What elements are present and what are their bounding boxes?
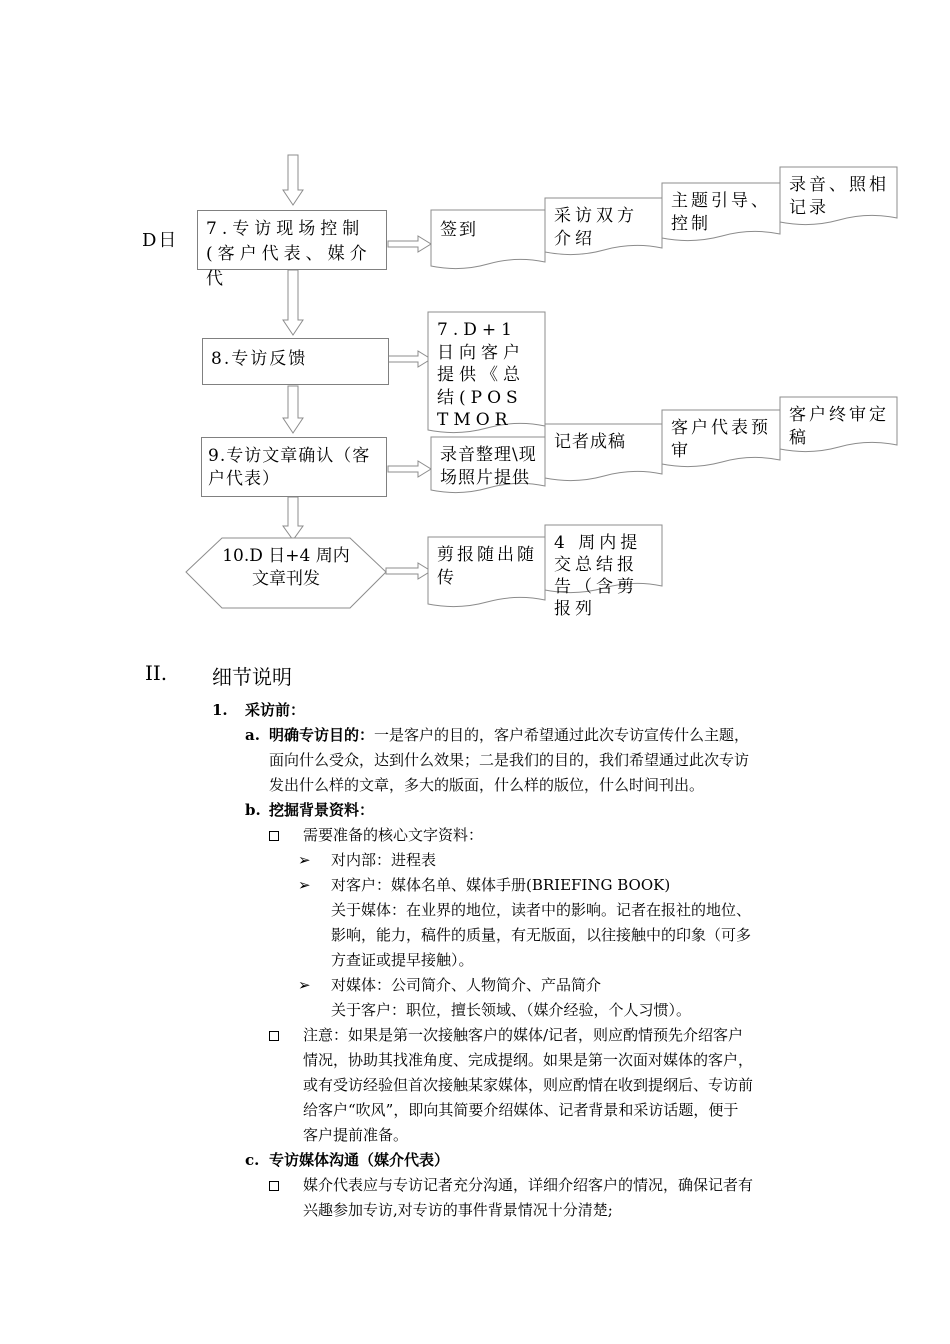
d-day-label: D日 (142, 230, 179, 251)
square-bullet-icon (269, 1031, 279, 1041)
item-b-note-l4: 给客户“吹风”，即向其简要介绍媒体、记者背景和采访话题，便于 (303, 1101, 739, 1119)
step10-label: 10.D 日+4 周内文章刊发 (222, 546, 350, 589)
doc-label: 主题引导、控制 (671, 191, 771, 234)
item-a-title: 明确专访目的： (269, 726, 375, 744)
step9-box (201, 437, 387, 497)
item-b-media: 对媒体：公司简介、人物简介、产品简介 (331, 976, 602, 994)
item-b-note-l2: 情况，协助其找准角度、完成提纲。如果是第一次面对媒体的客户， (303, 1051, 754, 1069)
item-b-client-l2: 关于媒体：在业界的地位，读者中的影响。记者在报社的地位、 (331, 901, 752, 919)
item-b-client-l4: 方查证或提早接触）。 (331, 951, 474, 969)
step7-doc-recording (781, 168, 896, 218)
item-b-internal: 对内部：进程表 (331, 851, 437, 869)
step10-doc-report (546, 526, 661, 619)
step7-doc-introduction (546, 199, 661, 249)
item-c-l1: 媒介代表应与专访记者充分沟通，详细介绍客户的情况，确保记者有 (303, 1176, 754, 1194)
doc-label: 7.D+1 日向客户提供《总结(POSTMOR (437, 320, 525, 430)
item-b-title: 挖掘背景资料： (269, 801, 375, 819)
item-b-note-l1: 注意：如果是第一次接触客户的媒体/记者，则应酌情预先介绍客户 (303, 1026, 744, 1044)
doc-label: 录音整理\现场照片提供 (440, 445, 537, 488)
step7-doc-topic-guide (663, 184, 779, 234)
doc-label: 客户终审定稿 (789, 405, 889, 448)
item-b-label: b. (245, 801, 261, 819)
step10-doc-clippings (429, 538, 544, 594)
item-a-label: a. (245, 726, 260, 744)
section-title: 细节说明 (212, 665, 292, 689)
square-bullet-icon (269, 1181, 279, 1191)
item-b-note-l3: 或有受访经验但首次接触某家媒体，则应酌情在收到提纲后、专访前 (303, 1076, 754, 1094)
item-a-line3: 发出什么样的文章，多大的版面，什么样的版位，什么时间刊出。 (269, 776, 705, 794)
step7-label: 7.专访现场控制(客户代表、媒介代 (206, 219, 372, 289)
step9-label: 9.专访文章确认（客户代表） (208, 446, 371, 489)
step7-box (197, 210, 387, 289)
item-a-line1 (269, 723, 749, 748)
item-c-label: c. (245, 1151, 260, 1169)
doc-label: 录音、照相记录 (789, 175, 889, 218)
step9-doc-draft (546, 425, 661, 469)
step8-doc-summary (429, 313, 544, 430)
step7-doc-checkin (432, 211, 544, 261)
step8-label: 8.专访反馈 (211, 349, 308, 369)
item-c-title: 专访媒体沟通（媒介代表） (269, 1151, 450, 1169)
doc-label: 剪报随出随传 (437, 545, 537, 588)
step9-doc-final (781, 398, 896, 448)
step8-box (202, 338, 389, 385)
item-b-client: 对客户：媒体名单、媒体手册(BRIEFING BOOK) (331, 876, 671, 894)
step9-doc-transcription (432, 438, 544, 488)
arrow-bullet-icon: ➢ (298, 976, 311, 994)
item1-title: 采访前： (245, 701, 306, 719)
doc-label: 记者成稿 (554, 432, 626, 452)
item-a-text: 一是客户的目的，客户希望通过此次专访宣传什么主题， (374, 726, 750, 744)
item-b-note-l5: 客户提前准备。 (303, 1126, 409, 1144)
item1-number: 1. (212, 701, 228, 719)
item-b-media-l2: 关于客户：职位，擅长领域、（媒介经验，个人习惯）。 (331, 1001, 692, 1019)
item-c-l2: 兴趣参加专访,对专访的事件背景情况十分清楚; (303, 1201, 613, 1219)
doc-label: 客户代表预审 (671, 418, 771, 461)
step9-doc-preview (663, 411, 779, 461)
arrow-bullet-icon: ➢ (298, 876, 311, 894)
doc-label: 采访双方介绍 (554, 206, 638, 249)
section-number: II. (145, 661, 168, 685)
item-b-client-l3: 影响，能力，稿件的质量，有无版面，以往接触中的印象（可多 (331, 926, 752, 944)
item-b-core-materials: 需要准备的核心文字资料： (303, 826, 484, 844)
arrow-bullet-icon: ➢ (298, 851, 311, 869)
square-bullet-icon (269, 831, 279, 841)
doc-label: 4 周内提交总结报告（含剪报列 (554, 533, 642, 619)
doc-label: 签到 (440, 220, 478, 240)
item-a-line2: 面向什么受众，达到什么效果；二是我们的目的，我们希望通过此次专访 (269, 751, 750, 769)
